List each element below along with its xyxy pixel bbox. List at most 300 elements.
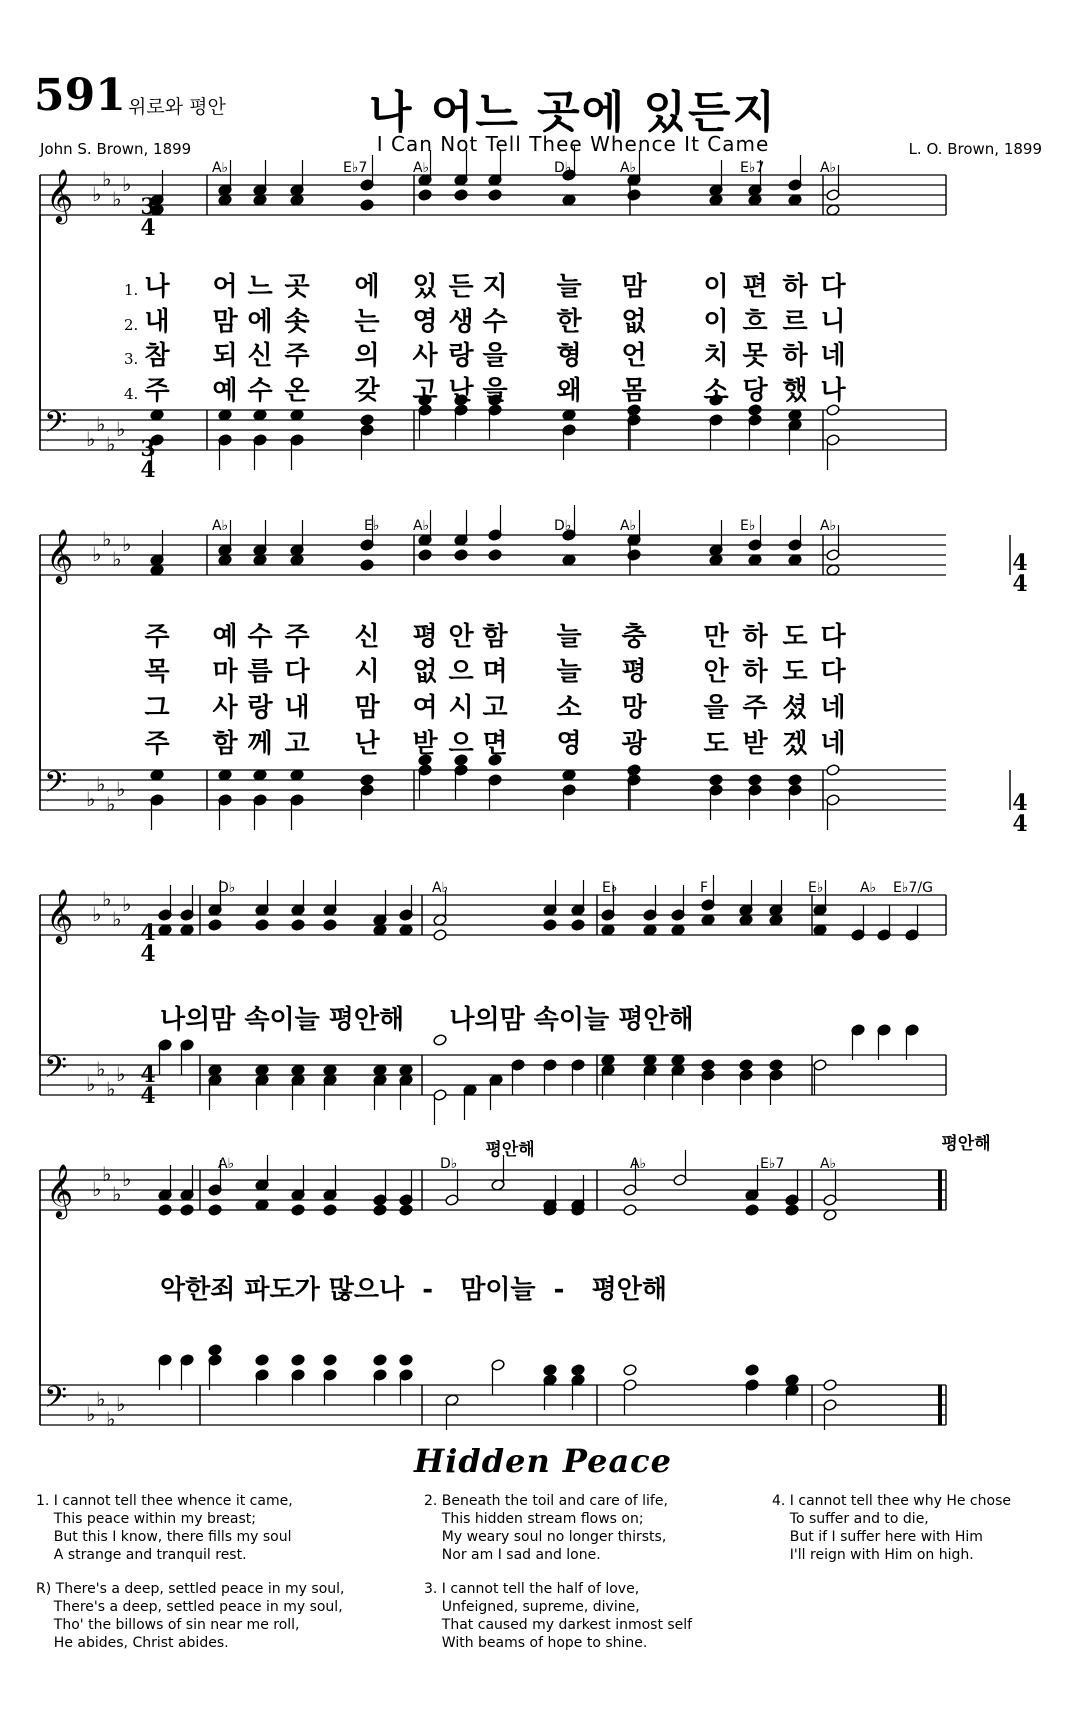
chord-symbol: A♭ [820,1156,837,1172]
lyric-syllable: 예 [212,622,238,652]
lyric-syllable: 고 [412,376,438,406]
bass-note [360,774,374,787]
treble-note [748,554,762,567]
treble-note [488,549,502,562]
bass-echo-2: 평안해 [941,1134,991,1154]
lyric-syllable: 나 [820,376,846,406]
lyric-syllable: 니 [820,307,846,337]
chord-symbol: E♭ [602,880,618,896]
treble-note [623,1204,637,1217]
lyric-syllable: 여 [412,693,438,723]
composer-credit: L. O. Brown, 1899 [908,140,1042,158]
lyric-syllable: 했 [782,376,808,406]
bass-note [208,1064,222,1077]
lyric-syllable: 안 [448,622,474,652]
lyric-syllable: 나 [144,272,170,302]
lyric-syllable: 다 [820,622,846,652]
verse-number-2: 2. [124,316,139,334]
treble-note [709,554,723,567]
lyric-syllable: 께 [247,729,273,759]
lyric-syllable: 지 [482,272,508,302]
system3-flat: ♭ [116,1062,126,1086]
lyric-syllable: 맘 [354,693,380,723]
lyric-syllable: 하 [782,272,808,302]
treble-note [290,194,304,207]
lyric-syllable: 참 [144,341,170,371]
lyric-syllable: 수 [247,376,273,406]
lyric-syllable: 늘 [556,657,582,687]
bass-note [399,1354,413,1367]
bass-note [701,1059,715,1072]
treble-note [562,554,576,567]
system-2-chords [212,518,836,534]
lyric-syllable: 맘 [212,307,238,337]
treble-note [788,554,802,567]
bass-time-change-bottom: 4 [1012,811,1028,837]
lyric-syllable: 언 [621,341,647,371]
treble-note [823,1209,837,1222]
treble-note [291,919,305,932]
s3-time-bottom: 4 [140,941,156,967]
bass-time-change-top: 4 [1012,790,1028,816]
system3-flat: ♭ [86,1072,96,1096]
lyric-syllable: 목 [144,657,170,687]
chord-symbol: D♭ [440,1156,458,1172]
lyric-syllable: 랑 [247,693,273,723]
english-stanza-2: 2. Beneath the toil and care of life, This hidden stream flows on; My weary soul no longer thirsts, Nor am I sad and lone. [424,1493,668,1563]
lyric-syllable: 만 [703,622,729,652]
lyric-syllable: 고 [482,693,508,723]
system-1 [124,160,846,483]
treble-note [433,929,447,942]
lyricist-credit: John S. Brown, 1899 [40,140,192,158]
lyric-syllable: 받 [742,729,768,759]
lyric-syllable: 주 [144,376,170,406]
bass-note [745,1364,759,1377]
lyric-syllable: 며 [482,657,508,687]
chord-symbol: A♭ [820,518,837,534]
lyric-syllable: 을 [482,341,508,371]
system2-flat: ♭ [86,787,96,811]
lyric-syllable: 형 [556,341,582,371]
chord-symbol: E♭7 [343,160,368,176]
lyric-syllable: 겠 [782,729,808,759]
lyric-syllable: 사 [412,341,438,371]
treble-note [158,1204,172,1217]
treble-note [745,1204,759,1217]
system3-bass-clef: 𝄢 [44,1051,68,1092]
treble-note [709,194,723,207]
treble-note [627,189,641,202]
lyric-syllable: 네 [820,341,846,371]
system4-flat: ♭ [116,1392,126,1416]
chord-symbol: A♭ [218,1156,235,1172]
lyric-syllable: 광 [621,729,647,759]
treble-note [323,1204,337,1217]
bass-note [399,1064,413,1077]
treble-note [399,1204,413,1217]
lyric-syllable: 주 [284,622,310,652]
time-sig-bottom: 4 [140,215,156,241]
bass-note [543,1364,557,1377]
bass-note [627,764,641,777]
treble-note [180,1204,194,1217]
bass-note [373,1354,387,1367]
system3-flat: ♭ [96,1057,106,1081]
lyric-syllable: 솟 [284,307,310,337]
treble-note [769,914,783,927]
bass-note [323,1064,337,1077]
verse-number-4: 4. [124,385,139,403]
lyric-syllable: 없 [412,657,438,687]
lyric-syllable: 을 [703,693,729,723]
treble-note [158,924,172,937]
time-change-bottom: 4 [1012,571,1028,597]
system-2-lyrics [144,621,846,759]
lyric-syllable: 예 [212,376,238,406]
treble-note [253,194,267,207]
treble-note [562,194,576,207]
lyric-syllable: 시 [354,657,380,687]
bass-time-sig-bottom: 4 [140,457,156,483]
lyric-syllable: 되 [212,341,238,371]
lyric-syllable: 함 [482,622,508,652]
lyric-syllable: 그 [144,693,170,723]
chord-symbol: A♭ [413,518,430,534]
treble-note [255,919,269,932]
system1-flat: ♭ [112,187,122,211]
lyric-syllable: 르 [782,307,808,337]
lyric-syllable: 어 [212,272,238,302]
bass-note [643,1054,657,1067]
lyric-syllable: 평 [412,622,438,652]
english-title: I Can Not Tell Thee Whence It Came [376,132,770,156]
treble-note [627,549,641,562]
treble-note [748,194,762,207]
hymn-category: 위로와 평안 [128,96,226,118]
system2-treble-clef: 𝄞 [46,528,74,582]
system1-flat: ♭ [122,172,132,196]
lyric-syllable: 느 [247,272,273,302]
treble-note [739,914,753,927]
system4-flat: ♭ [102,1162,112,1186]
chord-symbol: E♭7/G [893,880,933,896]
s3-bass-time-bottom: 4 [140,1083,156,1109]
bass-note [291,1064,305,1077]
lyric-syllable: 신 [247,341,273,371]
treble-note [218,194,232,207]
bass-note [360,414,374,427]
english-stanza-4: 4. I cannot tell thee why He chose To suffer and to die, But if I suffer here with Him I'll reign with Him on high. [772,1493,1011,1563]
lyric-syllable: 당 [742,376,768,406]
treble-note [785,1204,799,1217]
chord-symbol: E♭ [808,880,824,896]
lyric-syllable: 평 [621,657,647,687]
english-stanza-3: 3. I cannot tell the half of love, Unfeigned, supreme, divine, That caused my darkest inmost self With beams of hope to shine. [424,1581,693,1651]
s3-time-top: 4 [140,920,156,946]
treble-note [255,1199,269,1212]
bass-note [253,409,267,422]
system2-flat: ♭ [122,532,132,556]
bass-note [253,769,267,782]
treble-note [399,924,413,937]
system2-flat: ♭ [106,792,116,816]
chord-symbol: D♭ [218,880,236,896]
bass-note [218,769,232,782]
chord-symbol: D♭ [554,518,572,534]
treble-note [488,189,502,202]
bass-note [785,1374,799,1387]
lyric-syllable: 에 [247,307,273,337]
lyric-syllable: 충 [621,622,647,652]
system4-flat: ♭ [86,1402,96,1426]
treble-note [788,194,802,207]
lyric-syllable: 면 [482,729,508,759]
chord-symbol: A♭ [212,518,229,534]
chord-symbol: A♭ [432,880,449,896]
lyric-syllable: 에 [354,272,380,302]
lyric-syllable: 함 [212,729,238,759]
bass-note [255,1064,269,1077]
chord-symbol: A♭ [413,160,430,176]
system2-bass-clef: 𝄢 [44,766,68,807]
system1-flat: ♭ [102,167,112,191]
system3-flat: ♭ [112,907,122,931]
lyric-syllable: 영 [556,729,582,759]
chord-symbol: A♭ [630,1156,647,1172]
staff-lines [40,167,1010,1430]
lyric-syllable: 수 [482,307,508,337]
lyric-syllable: 도 [782,622,808,652]
lyric-syllable: 편 [742,272,768,302]
refrain-line-1: 나의맘 속이늘 평안해 나의맘 속이늘 평안해 [160,1005,694,1035]
system3-flat: ♭ [106,1077,116,1101]
system1-flat: ♭ [86,427,96,451]
verse-number-1: 1. [124,281,139,299]
bass-note [208,1344,222,1357]
chord-symbol: E♭ [740,518,756,534]
system4-bass-clef: 𝄢 [44,1381,68,1422]
refrain-line-2: 악한죄 파도가 많으나 - 맘이늘 - 평안해 [160,1275,667,1305]
lyric-syllable: 주 [144,622,170,652]
chord-symbol: D♭ [554,160,572,176]
chord-symbol: F [700,880,709,896]
lyric-syllable: 있 [412,272,438,302]
bass-note [562,409,576,422]
system2-flat: ♭ [112,547,122,571]
lyric-syllable: 랑 [448,341,474,371]
bass-note [709,774,723,787]
lyric-syllable: 영 [412,307,438,337]
lyric-syllable: 내 [144,307,170,337]
treble-note [218,554,232,567]
chord-symbol: E♭7 [740,160,765,176]
lyric-syllable: 네 [820,693,846,723]
lyric-syllable: 수 [247,622,273,652]
treble-note [360,199,374,212]
treble-note [373,924,387,937]
lyric-syllable: 다 [820,272,846,302]
treble-note [454,549,468,562]
bass-note [823,1379,837,1392]
system1-bass-clef: 𝄢 [44,406,68,447]
system3-flat: ♭ [102,887,112,911]
lyric-syllable: 한 [556,307,582,337]
lyric-syllable: 안 [703,657,729,687]
lyric-syllable: 하 [742,622,768,652]
lyric-syllable: 늘 [556,272,582,302]
system3-treble-clef: 𝄞 [46,888,74,942]
bass-note [291,1354,305,1367]
chord-symbol: A♭ [620,160,637,176]
lyric-syllable: 주 [284,341,310,371]
bass-note [562,769,576,782]
treble-note [418,549,432,562]
lyric-syllable: 난 [448,376,474,406]
bass-note [290,769,304,782]
s3-bass-time-top: 4 [140,1062,156,1088]
chord-symbol: A♭ [860,880,877,896]
time-sig-top: 3 [140,194,156,220]
lyric-syllable: 갖 [354,376,380,406]
treble-note [701,914,715,927]
english-refrain: R) There's a deep, settled peace in my soul, There's a deep, settled peace in my soul, Tho' the billows of sin near me roll, He abides, Christ abides. [36,1581,345,1651]
bass-note [433,1034,447,1047]
lyric-syllable: 으 [448,729,474,759]
lyric-syllable: 하 [782,341,808,371]
lyric-syllable: 흐 [742,307,768,337]
system1-flat: ♭ [106,432,116,456]
system-2 [144,518,1027,837]
system-4 [160,1156,836,1305]
system4-flat: ♭ [106,1407,116,1430]
lyric-syllable: 왜 [556,376,582,406]
lyric-syllable: 네 [820,729,846,759]
system4-flat: ♭ [122,1167,132,1191]
lyric-syllable: 늘 [556,622,582,652]
treble-note [813,924,827,937]
lyric-syllable: 신 [354,622,380,652]
treble-note [253,554,267,567]
bass-note [323,1354,337,1367]
system1-flat: ♭ [116,417,126,441]
lyric-syllable: 생 [448,307,474,337]
treble-note [601,924,615,937]
lyric-syllable: 치 [703,341,729,371]
lyric-syllable: 없 [621,307,647,337]
treble-note [418,189,432,202]
lyric-syllable: 주 [144,729,170,759]
notes [150,145,919,1430]
system-1-lyrics [144,271,846,406]
bass-echo-1: 평안해 [485,1140,535,1160]
lyric-syllable: 으 [448,657,474,687]
lyric-syllable: 이 [703,272,729,302]
time-change-top: 4 [1012,550,1028,576]
lyric-syllable: 이 [703,307,729,337]
lyric-syllable: 못 [742,341,768,371]
system4-treble-clef: 𝄞 [46,1163,74,1217]
chord-symbol: A♭ [212,160,229,176]
treble-note [826,204,840,217]
bass-note [788,409,802,422]
chord-symbol: E♭ [364,518,380,534]
lyric-syllable: 사 [212,693,238,723]
treble-note [291,1204,305,1217]
hymn-title: 나 어느 곳에 있든지 [369,87,777,138]
lyric-syllable: 다 [284,657,310,687]
lyric-syllable: 소 [703,376,729,406]
lyric-syllable: 하 [742,657,768,687]
bass-note [601,1054,615,1067]
lyric-syllable: 의 [354,341,380,371]
lyric-syllable: 을 [482,376,508,406]
treble-note [180,924,194,937]
treble-note [543,919,557,932]
bass-note [769,1059,783,1072]
lyric-syllable: 름 [247,657,273,687]
treble-note [643,924,657,937]
treble-note [290,554,304,567]
lyric-syllable: 온 [284,376,310,406]
treble-note [454,189,468,202]
system2-flat: ♭ [102,527,112,551]
treble-note [360,559,374,572]
bass-note [748,774,762,787]
chord-symbol: A♭ [820,160,837,176]
treble-note [323,919,337,932]
lyric-syllable: 든 [448,272,474,302]
bass-note [150,769,164,782]
treble-note [373,1204,387,1217]
system4-flat: ♭ [112,1182,122,1206]
lyric-syllable: 시 [448,693,474,723]
treble-note [150,564,164,577]
lyric-syllable: 다 [820,657,846,687]
lyric-syllable: 받 [412,729,438,759]
treble-note [208,1204,222,1217]
system1-treble-clef: 𝄞 [46,168,74,222]
treble-note [671,924,685,937]
system1-flat: ♭ [96,412,106,436]
system-1-chords [212,160,836,176]
bass-note [623,1364,637,1377]
lyric-syllable: 는 [354,307,380,337]
bass-note [826,764,840,777]
system1-flat: ♭ [92,182,102,206]
system2-flat: ♭ [96,772,106,796]
bass-time-sig-top: 3 [140,436,156,462]
bass-note [671,1054,685,1067]
bass-note [571,1364,585,1377]
bass-note [290,409,304,422]
lyric-syllable: 주 [742,693,768,723]
treble-note [826,564,840,577]
system2-flat: ♭ [116,777,126,801]
lyric-syllable: 맘 [621,272,647,302]
system3-flat: ♭ [92,902,102,926]
english-heading: Hidden Peace [413,1442,673,1480]
lyric-syllable: 도 [782,657,808,687]
system4-flat: ♭ [92,1177,102,1201]
bass-note [373,1064,387,1077]
chord-symbol: E♭7 [760,1156,785,1172]
lyric-syllable: 내 [284,693,310,723]
lyric-syllable: 마 [212,657,238,687]
system2-flat: ♭ [92,542,102,566]
bass-note [739,1059,753,1072]
lyric-syllable: 소 [556,693,582,723]
